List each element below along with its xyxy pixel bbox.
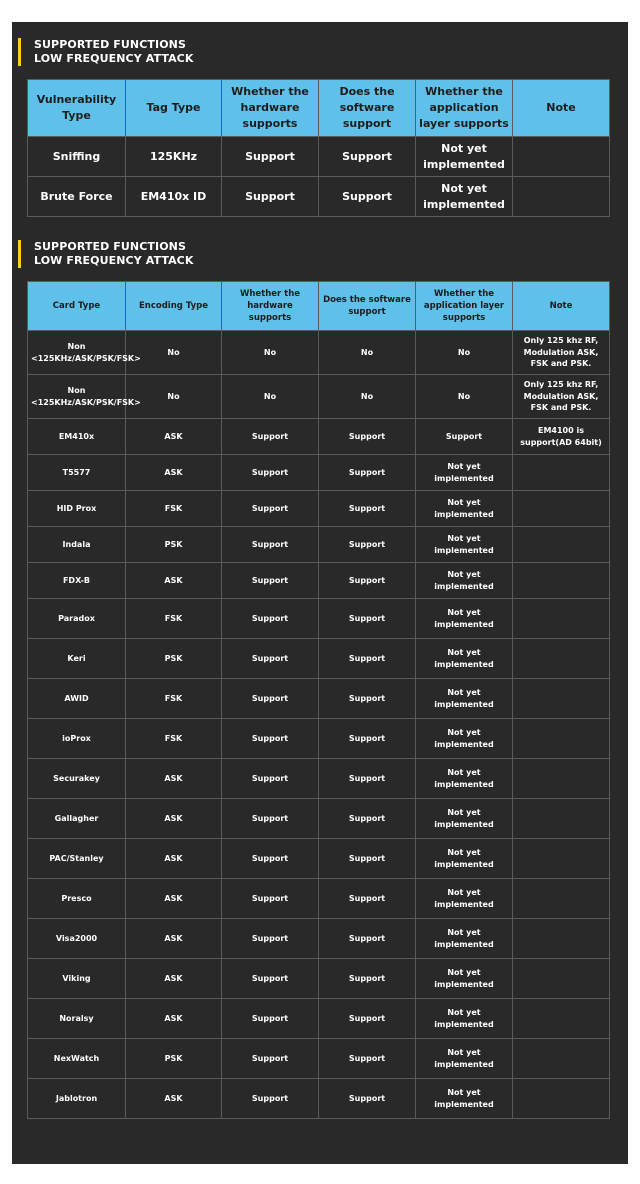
cell-note (513, 839, 610, 879)
cell-hardware: Support (222, 137, 319, 177)
cell-app-layer: Not yet implemented (416, 879, 513, 919)
table-row (28, 679, 610, 719)
table-row (28, 419, 610, 455)
table-row (28, 1039, 610, 1079)
cell-type: ioProx (28, 719, 126, 759)
cell-note (513, 491, 610, 527)
cell-note (513, 999, 610, 1039)
cell-app-layer: Not yet implemented (416, 527, 513, 563)
cell-hardware: No (222, 331, 319, 375)
cell-app-layer: No (416, 331, 513, 375)
cell-encoding: FSK (126, 719, 222, 759)
cell-type: Sniffing (28, 137, 126, 177)
cell-type: Brute Force (28, 177, 126, 217)
cell-software: Support (319, 563, 416, 599)
section-header-1 (18, 38, 193, 66)
accent-bar (18, 38, 21, 66)
cell-app-layer: Not yet implemented (416, 1039, 513, 1079)
table-row (28, 639, 610, 679)
cell-app-layer: Not yet implemented (416, 639, 513, 679)
cell-note (513, 799, 610, 839)
table-row (28, 455, 610, 491)
cell-app-layer: Not yet implemented (416, 137, 513, 177)
cell-software: Support (319, 137, 416, 177)
cell-app-layer: Not yet implemented (416, 999, 513, 1039)
cell-hardware: Support (222, 879, 319, 919)
cell-encoding: ASK (126, 455, 222, 491)
cell-type: NexWatch (28, 1039, 126, 1079)
table-row (28, 799, 610, 839)
table-row (28, 527, 610, 563)
cell-type: Visa2000 (28, 919, 126, 959)
content-panel (12, 22, 628, 1164)
cell-note (513, 599, 610, 639)
cell-encoding: ASK (126, 1079, 222, 1119)
cell-encoding: ASK (126, 759, 222, 799)
cell-note (513, 959, 610, 999)
col-header-note: Note (513, 80, 610, 137)
cell-app-layer: Not yet implemented (416, 799, 513, 839)
col-header-tag-type: Tag Type (126, 80, 222, 137)
cell-encoding: PSK (126, 639, 222, 679)
cell-hardware: Support (222, 419, 319, 455)
cell-hardware: Support (222, 999, 319, 1039)
cell-software: Support (319, 639, 416, 679)
cell-type: Paradox (28, 599, 126, 639)
cell-software: Support (319, 599, 416, 639)
cell-software: Support (319, 879, 416, 919)
cell-type: Securakey (28, 759, 126, 799)
cell-software: Support (319, 1039, 416, 1079)
table-header-row (28, 282, 610, 331)
cell-encoding: No (126, 375, 222, 419)
section-header-2 (18, 240, 193, 268)
cell-app-layer: Not yet implemented (416, 839, 513, 879)
cell-hardware: Support (222, 919, 319, 959)
cell-hardware: Support (222, 491, 319, 527)
table-row (28, 1079, 610, 1119)
cell-hardware: Support (222, 839, 319, 879)
section-title-line2: LOW FREQUENCY ATTACK (34, 254, 194, 267)
col-header-vulnerability-type: Vulnerability Type (28, 80, 126, 137)
cell-note: Only 125 khz RF, Modulation ASK, FSK and PSK. (513, 331, 610, 375)
cell-software: Support (319, 679, 416, 719)
cell-encoding: ASK (126, 419, 222, 455)
cell-software: Support (319, 999, 416, 1039)
cell-hardware: Support (222, 599, 319, 639)
cell-note (513, 679, 610, 719)
table-row (28, 563, 610, 599)
section-title-line2: LOW FREQUENCY ATTACK (34, 52, 194, 65)
col-header-encoding-type: Encoding Type (126, 282, 222, 331)
cell-note (513, 177, 610, 217)
col-header-app-layer: Whether the application layer supports (416, 80, 513, 137)
col-header-app-layer: Whether the application layer supports (416, 282, 513, 331)
cell-encoding: No (126, 331, 222, 375)
cell-type: Presco (28, 879, 126, 919)
cell-encoding: ASK (126, 879, 222, 919)
cell-software: No (319, 331, 416, 375)
cell-type: Viking (28, 959, 126, 999)
table-row (28, 879, 610, 919)
cell-type: Non <125KHz/ASK/PSK/FSK> (28, 375, 126, 419)
cell-software: Support (319, 419, 416, 455)
table-row (28, 177, 610, 217)
cell-app-layer: Not yet implemented (416, 455, 513, 491)
table-row (28, 919, 610, 959)
cell-hardware: Support (222, 177, 319, 217)
cell-note (513, 563, 610, 599)
table-row (28, 331, 610, 375)
cell-app-layer: Not yet implemented (416, 759, 513, 799)
cell-software: Support (319, 527, 416, 563)
table-row (28, 959, 610, 999)
cell-note (513, 639, 610, 679)
table-row (28, 375, 610, 419)
section-title-line1: SUPPORTED FUNCTIONS (34, 240, 186, 253)
cell-encoding: ASK (126, 919, 222, 959)
col-header-note: Note (513, 282, 610, 331)
cell-app-layer: Not yet implemented (416, 177, 513, 217)
cell-encoding: PSK (126, 527, 222, 563)
cell-software: Support (319, 719, 416, 759)
cell-encoding: ASK (126, 839, 222, 879)
cell-note (513, 719, 610, 759)
cell-software: Support (319, 177, 416, 217)
cell-type: Keri (28, 639, 126, 679)
cell-hardware: Support (222, 639, 319, 679)
cell-hardware: Support (222, 1039, 319, 1079)
cell-software: Support (319, 455, 416, 491)
cell-encoding: ASK (126, 999, 222, 1039)
cell-hardware: Support (222, 1079, 319, 1119)
cell-note (513, 1039, 610, 1079)
cell-note (513, 527, 610, 563)
cell-note: EM4100 is support(AD 64bit) (513, 419, 610, 455)
section-title-line1: SUPPORTED FUNCTIONS (34, 38, 186, 51)
cell-hardware: Support (222, 679, 319, 719)
table-row (28, 839, 610, 879)
cell-hardware: Support (222, 719, 319, 759)
cell-note (513, 879, 610, 919)
cell-software: Support (319, 799, 416, 839)
cell-note: Only 125 khz RF, Modulation ASK, FSK and PSK. (513, 375, 610, 419)
col-header-software: Does the software support (319, 80, 416, 137)
cell-type: Gallagher (28, 799, 126, 839)
cell-software: No (319, 375, 416, 419)
cell-note (513, 759, 610, 799)
cell-type: AWID (28, 679, 126, 719)
cell-software: Support (319, 839, 416, 879)
col-header-card-type: Card Type (28, 282, 126, 331)
cell-note (513, 455, 610, 491)
cell-hardware: Support (222, 455, 319, 491)
cell-encoding: EM410x ID (126, 177, 222, 217)
cell-encoding: ASK (126, 563, 222, 599)
cell-encoding: FSK (126, 679, 222, 719)
table-row (28, 719, 610, 759)
cell-app-layer: Not yet implemented (416, 491, 513, 527)
table-header-row (28, 80, 610, 137)
cell-encoding: ASK (126, 799, 222, 839)
cell-type: PAC/Stanley (28, 839, 126, 879)
cell-software: Support (319, 919, 416, 959)
cell-type: Non <125KHz/ASK/PSK/FSK> (28, 331, 126, 375)
cell-app-layer: Not yet implemented (416, 959, 513, 999)
cell-software: Support (319, 491, 416, 527)
cell-encoding: 125KHz (126, 137, 222, 177)
table-row (28, 491, 610, 527)
table-row (28, 599, 610, 639)
section-title (34, 240, 193, 268)
cell-hardware: Support (222, 959, 319, 999)
cell-encoding: PSK (126, 1039, 222, 1079)
section-title (34, 38, 193, 66)
cell-note (513, 919, 610, 959)
cell-software: Support (319, 759, 416, 799)
cell-app-layer: Not yet implemented (416, 563, 513, 599)
col-header-software: Does the software support (319, 282, 416, 331)
cell-encoding: FSK (126, 599, 222, 639)
cell-hardware: Support (222, 563, 319, 599)
cell-type: Indala (28, 527, 126, 563)
cell-software: Support (319, 1079, 416, 1119)
cell-type: EM410x (28, 419, 126, 455)
cell-app-layer: Support (416, 419, 513, 455)
cell-app-layer: Not yet implemented (416, 599, 513, 639)
cell-encoding: ASK (126, 959, 222, 999)
cell-note (513, 137, 610, 177)
cell-app-layer: Not yet implemented (416, 1079, 513, 1119)
cell-hardware: Support (222, 759, 319, 799)
cell-type: T5577 (28, 455, 126, 491)
table-row (28, 999, 610, 1039)
table-row (28, 759, 610, 799)
functions-table-2 (27, 281, 610, 1119)
cell-software: Support (319, 959, 416, 999)
cell-encoding: FSK (126, 491, 222, 527)
cell-type: FDX-B (28, 563, 126, 599)
cell-type: HID Prox (28, 491, 126, 527)
accent-bar (18, 240, 21, 268)
cell-type: Jablotron (28, 1079, 126, 1119)
cell-hardware: No (222, 375, 319, 419)
cell-hardware: Support (222, 799, 319, 839)
cell-hardware: Support (222, 527, 319, 563)
cell-type: Noralsy (28, 999, 126, 1039)
functions-table-1 (27, 79, 610, 217)
col-header-hardware: Whether the hardware supports (222, 80, 319, 137)
cell-app-layer: Not yet implemented (416, 919, 513, 959)
table-row (28, 137, 610, 177)
col-header-hardware: Whether the hardware supports (222, 282, 319, 331)
cell-note (513, 1079, 610, 1119)
cell-app-layer: Not yet implemented (416, 679, 513, 719)
cell-app-layer: Not yet implemented (416, 719, 513, 759)
cell-app-layer: No (416, 375, 513, 419)
